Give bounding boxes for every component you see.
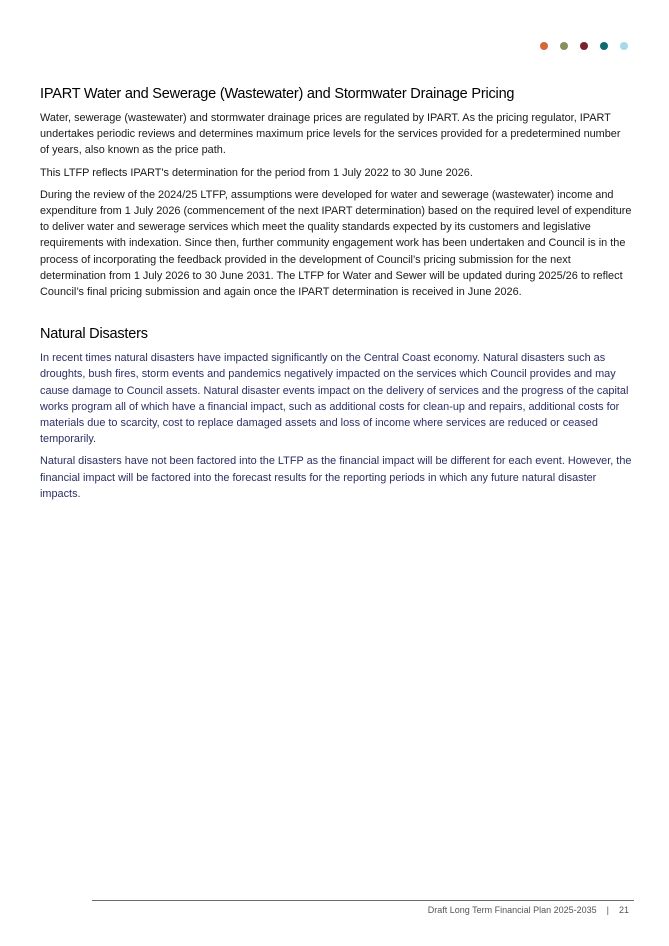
natural-disasters-paragraph-2: Natural disasters have not been factored into the LTFP as the financial impact will be different for each event. However, the financial impact will be factored into the forecast results for the reporting periods in which any future natural disaster impacts. bbox=[40, 455, 632, 500]
footer-page-number: 21 bbox=[618, 905, 629, 915]
ipart-paragraph-1: Water, sewerage (wastewater) and stormwater drainage prices are regulated by IPART. As the pricing regulator, IPART undertakes periodic reviews and determines maximum price levels for the services provided for a predetermined number of years, also known as the price path. bbox=[40, 112, 621, 157]
decorative-dot-teal bbox=[600, 42, 608, 50]
decorative-dot-orange bbox=[540, 42, 548, 50]
footer-document-title: Draft Long Term Financial Plan 2025-2035 bbox=[427, 905, 597, 915]
natural-disasters-heading: Natural Disasters bbox=[40, 326, 148, 343]
decorative-dot-light-blue bbox=[620, 42, 628, 50]
header-dots bbox=[540, 42, 628, 50]
footer-divider bbox=[92, 900, 634, 901]
decorative-dot-maroon bbox=[580, 42, 588, 50]
footer-separator: | bbox=[606, 905, 609, 915]
ipart-paragraph-2: This LTFP reflects IPART's determination for the period from 1 July 2022 to 30 June 2026. bbox=[40, 166, 473, 179]
decorative-dot-olive bbox=[560, 42, 568, 50]
ipart-pricing-heading: IPART Water and Sewerage (Wastewater) and Stormwater Drainage Pricing bbox=[40, 86, 515, 102]
page-content bbox=[40, 86, 632, 508]
natural-disasters-paragraph-1: In recent times natural disasters have impacted significantly on the Central Coast economy. Natural disasters such as droughts, bush fires, storm events and pandemics negatively impacted on the services which Council provides and may cause damage to Council assets. Natural disaster events impact on the delivery of services and the progress of the capital works program all of which have a financial impact, such as additional costs for clean-up and repairs, additional costs for materials due to scarcity, cost to replace damaged assets and loss of income where services are reduced or ceased temporarily. bbox=[40, 352, 629, 446]
ipart-paragraph-3: During the review of the 2024/25 LTFP, assumptions were developed for water and sewerage (wastewater) income and expenditure from 1 July 2026 (commencement of the next IPART determination) based on the required level of expenditure to deliver water and sewerage services which meet the quality standards expected by its customers and legislative requirements with indexation. Since then, further community engagement work has been undertaken and Council is in the process of incorporating the feedback provided in the development of Council’s pricing submission for the next determination from 1 July 2026 to 30 June 2031. The LTFP for Water and Sewer will be updated during 2025/26 to reflect Council’s final pricing submission and again once the IPART determination is received in June 2026. bbox=[40, 188, 632, 299]
page-footer bbox=[428, 905, 629, 915]
